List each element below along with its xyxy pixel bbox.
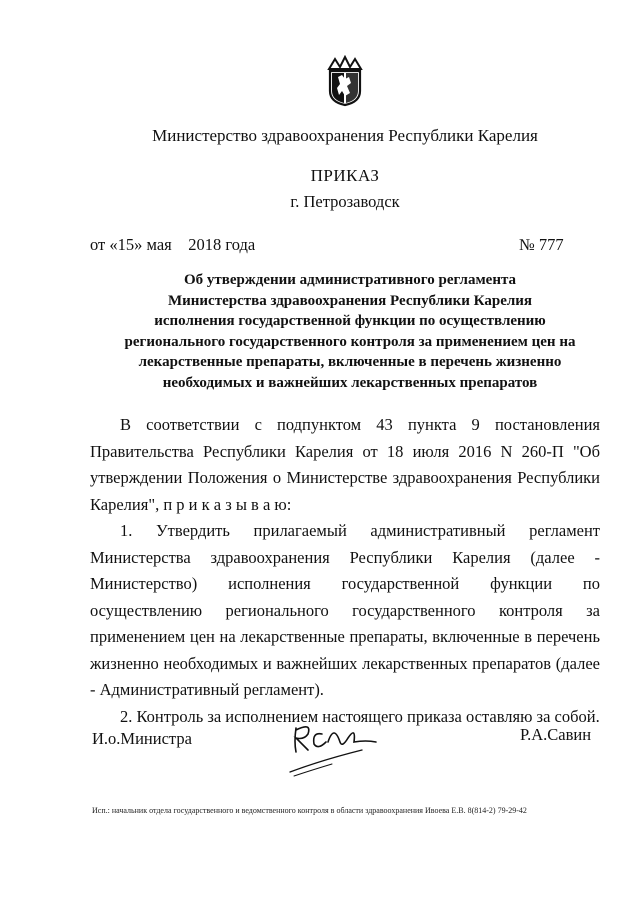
heading-line: необходимых и важнейших лекарственных препаратов bbox=[162, 374, 538, 391]
order-heading bbox=[100, 270, 600, 393]
heading-line: Об утверждении административного регламента bbox=[183, 272, 517, 288]
ministry-name: Министерство здравоохранения Республики Карелия bbox=[152, 126, 538, 145]
order-item-2: 2. Контроль за исполнением настоящего приказа оставляю за собой. bbox=[120, 706, 600, 726]
heading-line: исполнения государственной функции по осуществлению bbox=[154, 313, 546, 329]
preamble-paragraph: В соответствии с подпунктом 43 пункта 9 постановления Правительства Республики Карелия от 18 июля 2016 N 260-П "Об утверждении Положения о Министерстве здравоохранения Республики Карелия", п р и к а з ы в а ю: bbox=[90, 415, 600, 514]
heading-line: регионального государственного контроля за применением цен на bbox=[124, 333, 576, 350]
heading-line: лекарственные препараты, включенные в перечень жизненно bbox=[138, 354, 562, 370]
karelia-coat-of-arms-icon bbox=[327, 55, 363, 107]
order-body bbox=[90, 412, 600, 730]
handwritten-signature bbox=[282, 712, 382, 778]
order-date: от «15» мая 2018 года bbox=[90, 235, 256, 254]
city-line: г. Петрозаводск bbox=[290, 192, 400, 211]
order-item-1: 1. Утвердить прилагаемый административный регламент Министерства здравоохранения Республики Карелия (далее - Министерство) исполнения государственной функции по осуществлению регионального государственного контроля за применением цен на лекарственные препараты, включенные в перечень жизненно необходимых и важнейших лекарственных препаратов (далее - Административный регламент). bbox=[90, 521, 600, 699]
signatory-role: И.о.Министра bbox=[92, 729, 192, 748]
signatory-name: Р.А.Савин bbox=[520, 725, 592, 744]
order-number: № 777 bbox=[519, 235, 564, 254]
executor-note: Исп.: начальник отдела государственного и ведомственного контроля в области здравоохранения Ивоева Е.В. 8(814-2) 79-29-42 bbox=[92, 806, 527, 815]
heading-line: Министерства здравоохранения Республики Карелия bbox=[167, 292, 533, 309]
document-type: ПРИКАЗ bbox=[310, 166, 380, 185]
